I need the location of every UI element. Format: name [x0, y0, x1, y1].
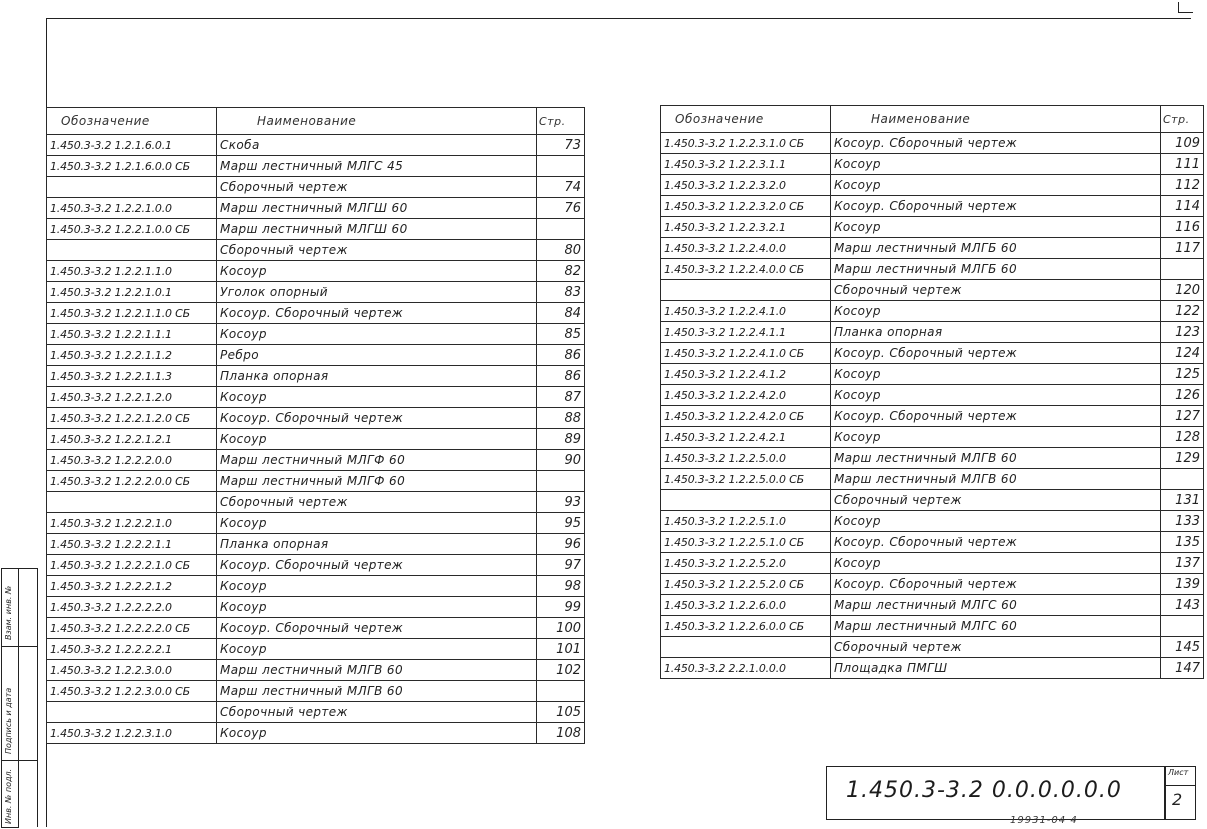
table-row	[661, 490, 1204, 511]
name-cell: Марш лестничный МЛГВ 60	[217, 660, 537, 681]
page-cell: 93	[537, 492, 585, 513]
table-row	[661, 658, 1204, 679]
table-row	[47, 177, 585, 198]
designation-cell: 1.450.3-3.2 1.2.2.2.2.0 СБ	[47, 618, 217, 639]
page-cell: 74	[537, 177, 585, 198]
page-cell: 131	[1161, 490, 1204, 511]
name-cell: Марш лестничный МЛГФ 60	[217, 450, 537, 471]
page-cell: 112	[1161, 175, 1204, 196]
table-row	[47, 492, 585, 513]
spec-rows-right	[661, 133, 1204, 679]
name-cell: Сборочный чертеж	[831, 280, 1161, 301]
table-row	[47, 471, 585, 492]
spec-table-right	[660, 105, 1204, 679]
designation-cell	[661, 280, 831, 301]
side-label-signature: Подпись и дата	[4, 687, 13, 754]
designation-cell	[47, 177, 217, 198]
page-cell	[537, 219, 585, 240]
table-row	[47, 240, 585, 261]
designation-cell: 1.450.3-3.2 1.2.2.3.2.0	[661, 175, 831, 196]
name-cell: Косоур	[831, 385, 1161, 406]
page-cell: 135	[1161, 532, 1204, 553]
page-cell: 80	[537, 240, 585, 261]
page-cell: 128	[1161, 427, 1204, 448]
name-cell: Скоба	[217, 135, 537, 156]
designation-cell: 1.450.3-3.2 1.2.2.2.2.1	[47, 639, 217, 660]
designation-cell	[47, 492, 217, 513]
page-cell: 90	[537, 450, 585, 471]
designation-cell: 1.450.3-3.2 1.2.2.2.0.0	[47, 450, 217, 471]
name-cell: Косоур	[217, 639, 537, 660]
name-cell: Косоур. Сборочный чертеж	[831, 406, 1161, 427]
table-row	[47, 303, 585, 324]
designation-cell: 1.450.3-3.2 1.2.2.5.1.0	[661, 511, 831, 532]
page-cell: 83	[537, 282, 585, 303]
name-cell: Косоур. Сборочный чертеж	[831, 196, 1161, 217]
page-cell: 120	[1161, 280, 1204, 301]
table-header-row	[661, 106, 1204, 133]
designation-cell: 1.450.3-3.2 1.2.2.5.2.0	[661, 553, 831, 574]
designation-cell: 1.450.3-3.2 1.2.2.3.2.0 СБ	[661, 196, 831, 217]
table-row	[47, 723, 585, 744]
page-cell: 76	[537, 198, 585, 219]
name-cell: Косоур	[831, 553, 1161, 574]
designation-cell: 1.450.3-3.2 1.2.2.1.1.3	[47, 366, 217, 387]
page-cell: 122	[1161, 301, 1204, 322]
table-row	[47, 408, 585, 429]
table-row	[661, 385, 1204, 406]
table-row	[661, 427, 1204, 448]
designation-cell: 1.450.3-3.2 1.2.2.6.0.0 СБ	[661, 616, 831, 637]
table-row	[47, 576, 585, 597]
page-cell: 102	[537, 660, 585, 681]
designation-cell: 1.450.3-3.2 1.2.2.3.1.0 СБ	[661, 133, 831, 154]
designation-cell: 1.450.3-3.2 1.2.2.2.0.0 СБ	[47, 471, 217, 492]
page-cell: 86	[537, 345, 585, 366]
header-name: Наименование	[217, 108, 537, 135]
side-label-replace: Взам. инв. №	[4, 585, 13, 640]
designation-cell: 1.450.3-3.2 1.2.2.5.0.0	[661, 448, 831, 469]
name-cell: Косоур. Сборочный чертеж	[217, 303, 537, 324]
sheet-corner-mark	[1178, 2, 1193, 13]
document-code: 1.450.3-3.2 0.0.0.0.0.0	[846, 778, 1122, 803]
designation-cell: 1.450.3-3.2 1.2.2.5.0.0 СБ	[661, 469, 831, 490]
name-cell: Марш лестничный МЛГФ 60	[217, 471, 537, 492]
name-cell: Косоур	[217, 576, 537, 597]
name-cell: Косоур	[217, 429, 537, 450]
name-cell: Косоур	[217, 324, 537, 345]
table-row	[661, 217, 1204, 238]
name-cell: Марш лестничный МЛГС 45	[217, 156, 537, 177]
table-row	[661, 511, 1204, 532]
page-cell: 89	[537, 429, 585, 450]
page-cell: 125	[1161, 364, 1204, 385]
page-cell: 127	[1161, 406, 1204, 427]
page-cell: 87	[537, 387, 585, 408]
table-row	[47, 261, 585, 282]
designation-cell: 1.450.3-3.2 1.2.1.6.0.0 СБ	[47, 156, 217, 177]
name-cell: Косоур. Сборочный чертеж	[831, 574, 1161, 595]
designation-cell: 1.450.3-3.2 1.2.2.4.1.0 СБ	[661, 343, 831, 364]
name-cell: Сборочный чертеж	[217, 240, 537, 261]
name-cell: Марш лестничный МЛГБ 60	[831, 259, 1161, 280]
page-cell: 133	[1161, 511, 1204, 532]
table-row	[661, 448, 1204, 469]
table-row	[661, 574, 1204, 595]
designation-cell: 1.450.3-3.2 1.2.2.4.2.1	[661, 427, 831, 448]
designation-cell: 1.450.3-3.2 1.2.2.4.2.0 СБ	[661, 406, 831, 427]
table-row	[661, 322, 1204, 343]
name-cell: Марш лестничный МЛГС 60	[831, 595, 1161, 616]
spec-table-left	[46, 107, 585, 744]
page-cell: 96	[537, 534, 585, 555]
header-page: Стр.	[1161, 106, 1204, 133]
name-cell: Косоур	[831, 364, 1161, 385]
table-row	[47, 282, 585, 303]
designation-cell: 1.450.3-3.2 1.2.2.1.2.0	[47, 387, 217, 408]
page-cell: 97	[537, 555, 585, 576]
page-cell: 129	[1161, 448, 1204, 469]
designation-cell: 1.450.3-3.2 1.2.2.4.1.2	[661, 364, 831, 385]
page-cell: 85	[537, 324, 585, 345]
side-stamp-column	[17, 568, 38, 827]
page-cell: 99	[537, 597, 585, 618]
page-cell: 88	[537, 408, 585, 429]
designation-cell	[47, 702, 217, 723]
name-cell: Косоур	[831, 511, 1161, 532]
name-cell: Сборочный чертеж	[217, 702, 537, 723]
page-cell: 139	[1161, 574, 1204, 595]
name-cell: Сборочный чертеж	[217, 492, 537, 513]
name-cell: Сборочный чертеж	[217, 177, 537, 198]
table-row	[47, 198, 585, 219]
designation-cell: 1.450.3-3.2 1.2.2.3.1.0	[47, 723, 217, 744]
name-cell: Косоур	[831, 301, 1161, 322]
table-row	[661, 280, 1204, 301]
name-cell: Уголок опорный	[217, 282, 537, 303]
header-designation: Обозначение	[47, 108, 217, 135]
name-cell: Марш лестничный МЛГБ 60	[831, 238, 1161, 259]
designation-cell: 1.450.3-3.2 1.2.2.4.1.0	[661, 301, 831, 322]
table-row	[47, 366, 585, 387]
name-cell: Площадка ПМГШ	[831, 658, 1161, 679]
designation-cell: 1.450.3-3.2 1.2.2.4.0.0 СБ	[661, 259, 831, 280]
page-cell: 109	[1161, 133, 1204, 154]
table-row	[661, 406, 1204, 427]
table-row	[47, 597, 585, 618]
name-cell: Косоур. Сборочный чертеж	[217, 555, 537, 576]
name-cell: Сборочный чертеж	[831, 490, 1161, 511]
designation-cell: 1.450.3-3.2 1.2.2.1.1.0	[47, 261, 217, 282]
designation-cell: 1.450.3-3.2 1.2.2.1.2.1	[47, 429, 217, 450]
name-cell: Косоур. Сборочный чертеж	[217, 408, 537, 429]
page-cell: 105	[537, 702, 585, 723]
table-row	[661, 196, 1204, 217]
name-cell: Косоур	[831, 217, 1161, 238]
page-cell: 116	[1161, 217, 1204, 238]
designation-cell: 1.450.3-3.2 1.2.1.6.0.1	[47, 135, 217, 156]
designation-cell: 1.450.3-3.2 1.2.2.2.1.0	[47, 513, 217, 534]
page-cell: 147	[1161, 658, 1204, 679]
name-cell: Марш лестничный МЛГС 60	[831, 616, 1161, 637]
page-cell	[537, 681, 585, 702]
header-page: Стр.	[537, 108, 585, 135]
sheet-label: Лист	[1168, 768, 1189, 777]
header-designation: Обозначение	[661, 106, 831, 133]
page-cell: 95	[537, 513, 585, 534]
table-row	[47, 345, 585, 366]
name-cell: Косоур	[217, 513, 537, 534]
page-cell: 145	[1161, 637, 1204, 658]
table-row	[661, 343, 1204, 364]
page-cell: 123	[1161, 322, 1204, 343]
designation-cell: 1.450.3-3.2 1.2.2.1.2.0 СБ	[47, 408, 217, 429]
page-cell: 82	[537, 261, 585, 282]
table-row	[47, 429, 585, 450]
name-cell: Марш лестничный МЛГШ 60	[217, 219, 537, 240]
designation-cell: 1.450.3-3.2 1.2.2.1.0.0 СБ	[47, 219, 217, 240]
sheet-number: 2	[1172, 790, 1183, 809]
table-row	[661, 301, 1204, 322]
name-cell: Косоур	[831, 175, 1161, 196]
name-cell: Косоур	[217, 261, 537, 282]
table-row	[661, 175, 1204, 196]
footer-number: 19931-04 4	[1010, 815, 1078, 826]
page-cell: 98	[537, 576, 585, 597]
table-row	[661, 154, 1204, 175]
designation-cell: 1.450.3-3.2 1.2.2.2.1.1	[47, 534, 217, 555]
side-stamp-divider	[1, 760, 37, 761]
page-cell: 124	[1161, 343, 1204, 364]
table-row	[661, 595, 1204, 616]
page-cell: 73	[537, 135, 585, 156]
name-cell: Планка опорная	[217, 366, 537, 387]
designation-cell: 1.450.3-3.2 1.2.2.3.2.1	[661, 217, 831, 238]
table-row	[661, 133, 1204, 154]
designation-cell: 1.450.3-3.2 1.2.2.4.0.0	[661, 238, 831, 259]
name-cell: Косоур. Сборочный чертеж	[831, 532, 1161, 553]
name-cell: Косоур	[831, 427, 1161, 448]
designation-cell: 1.450.3-3.2 1.2.2.4.1.1	[661, 322, 831, 343]
page-cell: 111	[1161, 154, 1204, 175]
name-cell: Марш лестничный МЛГВ 60	[831, 448, 1161, 469]
table-row	[661, 238, 1204, 259]
page-cell: 101	[537, 639, 585, 660]
table-row	[47, 555, 585, 576]
page-cell: 86	[537, 366, 585, 387]
table-row	[47, 639, 585, 660]
page-cell	[537, 156, 585, 177]
page-cell: 108	[537, 723, 585, 744]
designation-cell: 1.450.3-3.2 2.2.1.0.0.0	[661, 658, 831, 679]
page-cell: 84	[537, 303, 585, 324]
name-cell: Косоур. Сборочный чертеж	[217, 618, 537, 639]
table-row	[47, 450, 585, 471]
name-cell: Марш лестничный МЛГВ 60	[831, 469, 1161, 490]
name-cell: Сборочный чертеж	[831, 637, 1161, 658]
page-cell	[537, 471, 585, 492]
designation-cell: 1.450.3-3.2 1.2.2.3.1.1	[661, 154, 831, 175]
name-cell: Косоур	[831, 154, 1161, 175]
designation-cell	[661, 637, 831, 658]
table-header-row	[47, 108, 585, 135]
page-cell	[1161, 469, 1204, 490]
name-cell: Планка опорная	[831, 322, 1161, 343]
page-cell	[1161, 616, 1204, 637]
table-row	[661, 637, 1204, 658]
page-cell: 143	[1161, 595, 1204, 616]
name-cell: Косоур	[217, 387, 537, 408]
page-cell: 126	[1161, 385, 1204, 406]
table-row	[661, 616, 1204, 637]
designation-cell	[47, 240, 217, 261]
table-row	[661, 469, 1204, 490]
designation-cell: 1.450.3-3.2 1.2.2.2.1.0 СБ	[47, 555, 217, 576]
designation-cell: 1.450.3-3.2 1.2.2.1.1.2	[47, 345, 217, 366]
name-cell: Косоур	[217, 597, 537, 618]
table-row	[47, 387, 585, 408]
name-cell: Косоур. Сборочный чертеж	[831, 133, 1161, 154]
designation-cell: 1.450.3-3.2 1.2.2.3.0.0	[47, 660, 217, 681]
name-cell: Косоур	[217, 723, 537, 744]
table-row	[47, 534, 585, 555]
name-cell: Планка опорная	[217, 534, 537, 555]
designation-cell: 1.450.3-3.2 1.2.2.4.2.0	[661, 385, 831, 406]
table-row	[47, 135, 585, 156]
designation-cell: 1.450.3-3.2 1.2.2.6.0.0	[661, 595, 831, 616]
table-row	[47, 513, 585, 534]
table-row	[661, 364, 1204, 385]
name-cell: Ребро	[217, 345, 537, 366]
spec-rows-left	[47, 135, 585, 744]
table-row	[47, 702, 585, 723]
table-row	[47, 681, 585, 702]
side-label-inventory: Инв. № подл.	[4, 768, 13, 824]
designation-cell: 1.450.3-3.2 1.2.2.1.0.1	[47, 282, 217, 303]
designation-cell	[661, 490, 831, 511]
table-row	[661, 553, 1204, 574]
table-row	[47, 219, 585, 240]
table-row	[47, 324, 585, 345]
designation-cell: 1.450.3-3.2 1.2.2.1.1.0 СБ	[47, 303, 217, 324]
table-row	[47, 156, 585, 177]
header-name: Наименование	[831, 106, 1161, 133]
page-cell: 114	[1161, 196, 1204, 217]
designation-cell: 1.450.3-3.2 1.2.2.5.1.0 СБ	[661, 532, 831, 553]
name-cell: Косоур. Сборочный чертеж	[831, 343, 1161, 364]
designation-cell: 1.450.3-3.2 1.2.2.1.1.1	[47, 324, 217, 345]
designation-cell: 1.450.3-3.2 1.2.2.2.1.2	[47, 576, 217, 597]
page-cell: 137	[1161, 553, 1204, 574]
table-row	[47, 618, 585, 639]
designation-cell: 1.450.3-3.2 1.2.2.2.2.0	[47, 597, 217, 618]
name-cell: Марш лестничный МЛГШ 60	[217, 198, 537, 219]
table-row	[661, 259, 1204, 280]
designation-cell: 1.450.3-3.2 1.2.2.3.0.0 СБ	[47, 681, 217, 702]
designation-cell: 1.450.3-3.2 1.2.2.5.2.0 СБ	[661, 574, 831, 595]
page-cell: 117	[1161, 238, 1204, 259]
page-cell: 100	[537, 618, 585, 639]
table-row	[47, 660, 585, 681]
page-cell	[1161, 259, 1204, 280]
table-row	[661, 532, 1204, 553]
name-cell: Марш лестничный МЛГВ 60	[217, 681, 537, 702]
side-stamp-divider	[1, 646, 37, 647]
designation-cell: 1.450.3-3.2 1.2.2.1.0.0	[47, 198, 217, 219]
